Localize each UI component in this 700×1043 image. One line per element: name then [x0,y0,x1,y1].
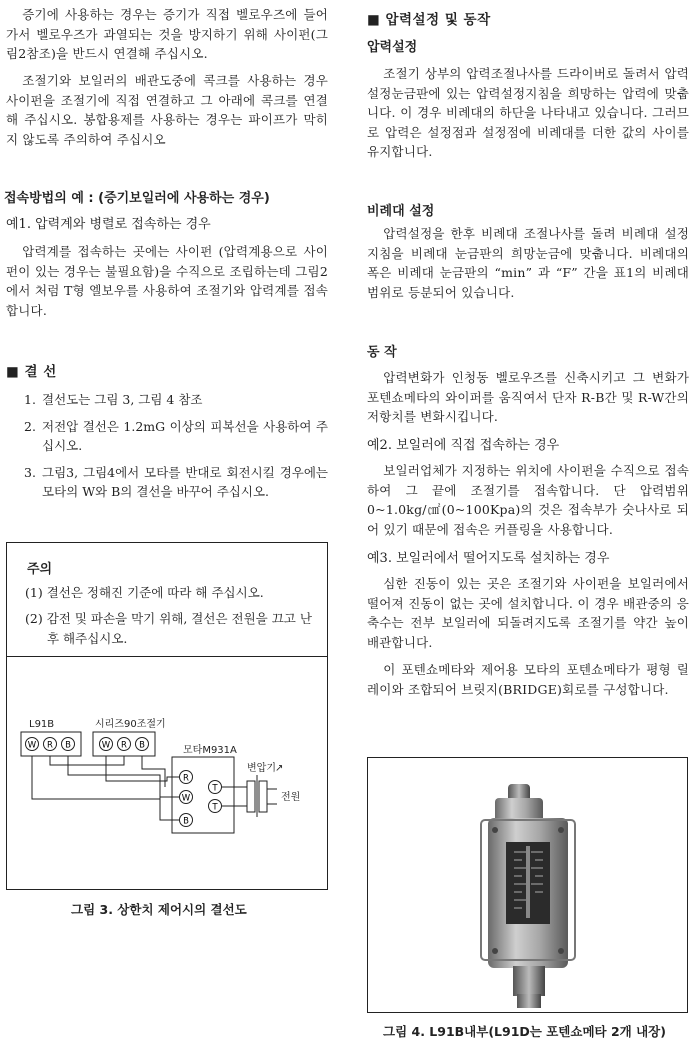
svg-text:W: W [27,740,37,751]
wiring-list [6,390,328,502]
device-photo-box [367,757,688,1013]
transformer-label: 변압기 [247,763,276,774]
bridge-paragraph: 이 포텐쇼메타와 제어용 모타의 포텐쇼메타가 평형 릴레이와 조합되어 브릿지(BRIDGE)회로를 구성합니다. [367,662,689,697]
cock-paragraph: 조절기와 보일러의 배관도중에 콕크를 사용하는 경우 사이펀을 조절기에 직접 연결하고 그 아래에 콕크를 연결해 주십시오. 봉합용제를 사용하는 경우는 파이프가 막히지 않도록 주의하여 주십시오 [6,73,328,147]
power-label: 전원 [281,792,301,803]
svg-text:B: B [183,816,189,827]
bottom-fitting [513,966,545,996]
connection-method-heading: 접속방법의 예 : (증기보일러에 사용하는 경우) [4,191,270,206]
operation-body: 압력변화가 인청동 벨로우즈를 신축시키고 그 변화가 포텐쇼메타의 와이퍼를 움직여서 단자 R-B간 및 R-W간의 저항치를 변화시킵니다. [367,370,689,424]
l91b-label: L91B [29,719,55,730]
l91b-device-illustration [368,758,687,1012]
example3-heading: 예3. 보일러에서 떨어지도록 설치하는 경우 [367,551,610,566]
pressure-setting-heading: 압력설정 [367,40,418,55]
caution-item: (1) 결선은 정해진 기준에 따라 해 주십시오. [25,585,264,600]
svg-text:R: R [121,740,127,751]
wiring-diagram [7,657,327,889]
svg-text:T: T [212,802,218,813]
caution-item: (2) 감전 및 파손을 막기 위해, 결선은 전원을 끄고 난후 해주십시오. [25,611,312,646]
example2-body: 보일러업체가 지정하는 위치에 사이펀을 수직으로 접속하여 그 끝에 조절기를 접속합니다. 단 압력범위 0~1.0kg/㎠(0~100Kpa)의 것은 접속부가 숫나사로 되어 있기 때문에 접속은 커플링을 사용합니다. [367,463,689,537]
wiring-diagram-box [6,657,328,890]
wiring-item: 3. 그림3, 그림4에서 모타를 반대로 회전시킬 경우에는 모타의 W와 B의 결선을 바꾸어 주십시오. [24,464,328,499]
caution-title: 주의 [27,562,53,577]
wiring-item: 1. 결선도는 그림 3, 그림 4 참조 [24,392,203,407]
operation-heading: 동 작 [367,345,397,360]
caution-box [6,542,328,657]
wiring-item: 2. 저전압 결선은 1.2mG 이상의 피복선을 사용하여 주십시오. [24,418,328,453]
prop-band-body: 압력설정을 한후 비례대 조절나사를 돌려 비례대 설정지침을 비례대 눈금판의 희망눈금에 맞춥니다. 비례대의 폭은 비례대 눈금판의 “min” 과 “F” 간을 표1의 비례대 범위로 등분되어 있습니다. [367,226,689,300]
motor-label: 모타M931A [183,745,237,756]
svg-text:W: W [101,740,111,751]
example1-body: 압력계를 접속하는 곳에는 사이펀 (압력계용으로 사이펀이 있는 경우는 불필요함)을 수직으로 조립하는데 그림2에서 처럼 T형 엘보우를 사용하여 조절기와 압력계를 접속합니다. [6,244,328,318]
svg-text:B: B [139,740,145,751]
pressure-section-heading: ■ 압력설정 및 동작 [367,12,491,28]
series90-label: 시리즈90조절기 [95,719,166,730]
example2-heading: 예2. 보일러에 직접 접속하는 경우 [367,438,560,453]
svg-text:R: R [183,773,189,784]
transformer-symbol [247,775,277,817]
svg-text:↗: ↗ [275,763,284,774]
svg-text:B: B [65,740,71,751]
pressure-setting-body: 조절기 상부의 압력조절나사를 드라이버로 돌려서 압력설정눈금판에 있는 압력설정지침을 희망하는 압력에 맞춥니다. 이 경우 비례대의 하단을 나타내고 있습니다. 그러므로 압력은 설정점과 설정점에 비례대를 더한 값의 사이를 유지합니다. [367,66,689,159]
example1-heading: 예1. 압력계와 병렬로 접속하는 경우 [6,217,211,232]
svg-text:T: T [212,783,218,794]
svg-text:W: W [181,793,191,804]
example3-body: 심한 진동이 있는 곳은 조절기와 사이펀을 보일러에서 떨어져 진동이 없는 곳에 설치합니다. 이 경우 배관중의 응축수는 전부 보일러에 되돌려지도록 조절기를 약간 높이 배관합니다. [367,576,689,650]
svg-text:R: R [47,740,53,751]
figure3-caption: 그림 3. 상한치 제어시의 결선도 [71,902,247,917]
figure4-caption: 그림 4. L91B내부(L91D는 포텐쇼메타 2개 내장) [383,1024,666,1039]
siphon-paragraph: 증기에 사용하는 경우는 증기가 직접 벨로우즈에 들어가서 벨로우즈가 과열되는 것을 방지하기 위해 사이펀(그림2참조)을 반드시 연결해 주십시오. [6,7,328,61]
wiring-heading: ■ 결 선 [6,364,57,380]
prop-band-heading: 비례대 설정 [367,204,435,219]
